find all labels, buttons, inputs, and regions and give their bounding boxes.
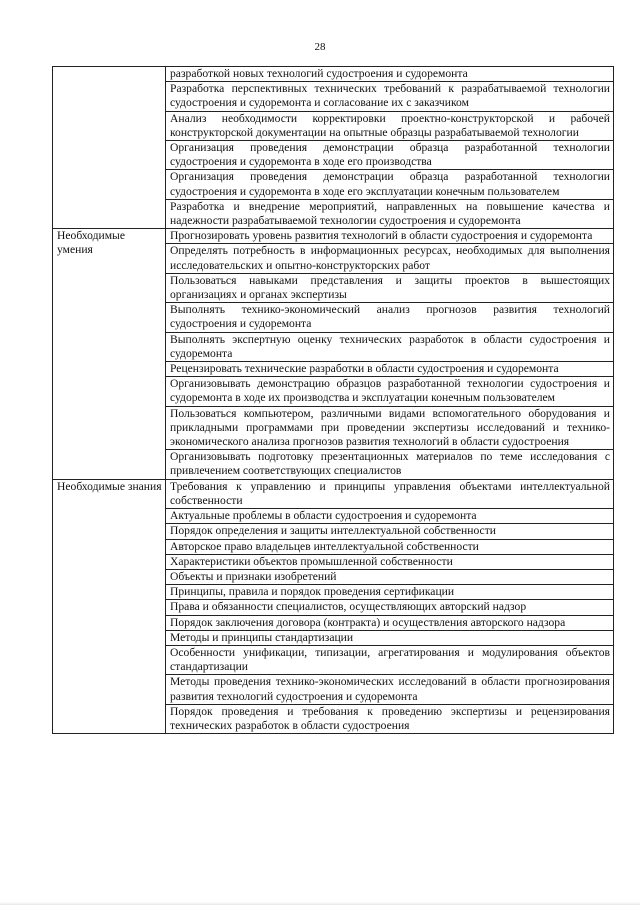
requirement-item: Особенности унификации, типизации, агрегатирования и модулирования объектов стандартизации xyxy=(166,645,614,674)
requirement-item: Пользоваться компьютером, различными видами вспомогательного оборудования и прикладными программами при проведении экспертизы исследований и технико-экономического анализа прогнозов развития технологий в области судостроения xyxy=(166,406,614,450)
requirement-item: разработкой новых технологий судостроения и судоремонта xyxy=(166,67,614,82)
competency-table xyxy=(52,66,614,734)
requirement-item: Методы и принципы стандартизации xyxy=(166,630,614,645)
requirement-item: Организация проведения демонстрации образца разработанной технологии судостроения и судоремонта в ходе его эксплуатации конечным пользователем xyxy=(166,170,614,199)
requirement-item: Организовывать подготовку презентационных материалов по теме исследования с привлечением соответствующих специалистов xyxy=(166,450,614,479)
requirement-item: Характеристики объектов промышленной собственности xyxy=(166,554,614,569)
requirement-item: Прогнозировать уровень развития технологий в области судостроения и судоремонта xyxy=(166,229,614,244)
section-label xyxy=(53,67,166,229)
requirement-item: Права и обязанности специалистов, осуществляющих авторский надзор xyxy=(166,600,614,615)
requirement-item: Анализ необходимости корректировки проектно-конструкторской и рабочей конструкторской документации на опытные образцы разрабатываемой технологии xyxy=(166,111,614,140)
requirement-item: Выполнять экспертную оценку технических разработок в области судостроения и судоремонта xyxy=(166,332,614,361)
section-label: Необходимые знания xyxy=(53,479,166,733)
requirement-item: Требования к управлению и принципы управления объектами интеллектуальной собственности xyxy=(166,479,614,508)
requirement-item: Пользоваться навыками представления и защиты проектов в вышестоящих организациях и органах экспертизы xyxy=(166,273,614,302)
requirement-item: Актуальные проблемы в области судостроения и судоремонта xyxy=(166,509,614,524)
requirement-item: Методы проведения технико-экономических исследований в области прогнозирования развития технологий судостроения и судоремонта xyxy=(166,675,614,704)
competency-table-body xyxy=(53,67,614,734)
table-row xyxy=(53,479,614,508)
requirement-item: Разработка перспективных технических требований к разрабатываемой технологии судостроения и судоремонта и согласование их с заказчиком xyxy=(166,82,614,111)
requirement-item: Разработка и внедрение мероприятий, направленных на повышение качества и надежности разрабатываемой технологии судостроения и судоремонта xyxy=(166,199,614,228)
requirement-item: Организация проведения демонстрации образца разработанной технологии судостроения и судоремонта в ходе его производства xyxy=(166,141,614,170)
requirement-item: Порядок заключения договора (контракта) и осуществления авторского надзора xyxy=(166,615,614,630)
requirement-item: Организовывать демонстрацию образцов разработанной технологии судостроения и судоремонта в ходе их производства и эксплуатации конечным пользователем xyxy=(166,377,614,406)
page-number: 28 xyxy=(314,41,326,53)
requirement-item: Принципы, правила и порядок проведения сертификации xyxy=(166,585,614,600)
section-label: Необходимые умения xyxy=(53,229,166,479)
requirement-item: Авторское право владельцев интеллектуальной собственности xyxy=(166,539,614,554)
table-row xyxy=(53,67,614,82)
requirement-item: Рецензировать технические разработки в области судостроения и судоремонта xyxy=(166,362,614,377)
requirement-item: Объекты и признаки изобретений xyxy=(166,569,614,584)
requirement-item: Порядок определения и защиты интеллектуальной собственности xyxy=(166,524,614,539)
requirement-item: Порядок проведения и требования к проведению экспертизы и рецензирования технических разработок в области судостроения xyxy=(166,704,614,733)
table-row xyxy=(53,229,614,244)
requirement-item: Выполнять технико-экономический анализ прогнозов развития технологий судостроения и судоремонта xyxy=(166,303,614,332)
requirement-item: Определять потребность в информационных ресурсах, необходимых для выполнения исследовательских и опытно-конструкторских работ xyxy=(166,244,614,273)
